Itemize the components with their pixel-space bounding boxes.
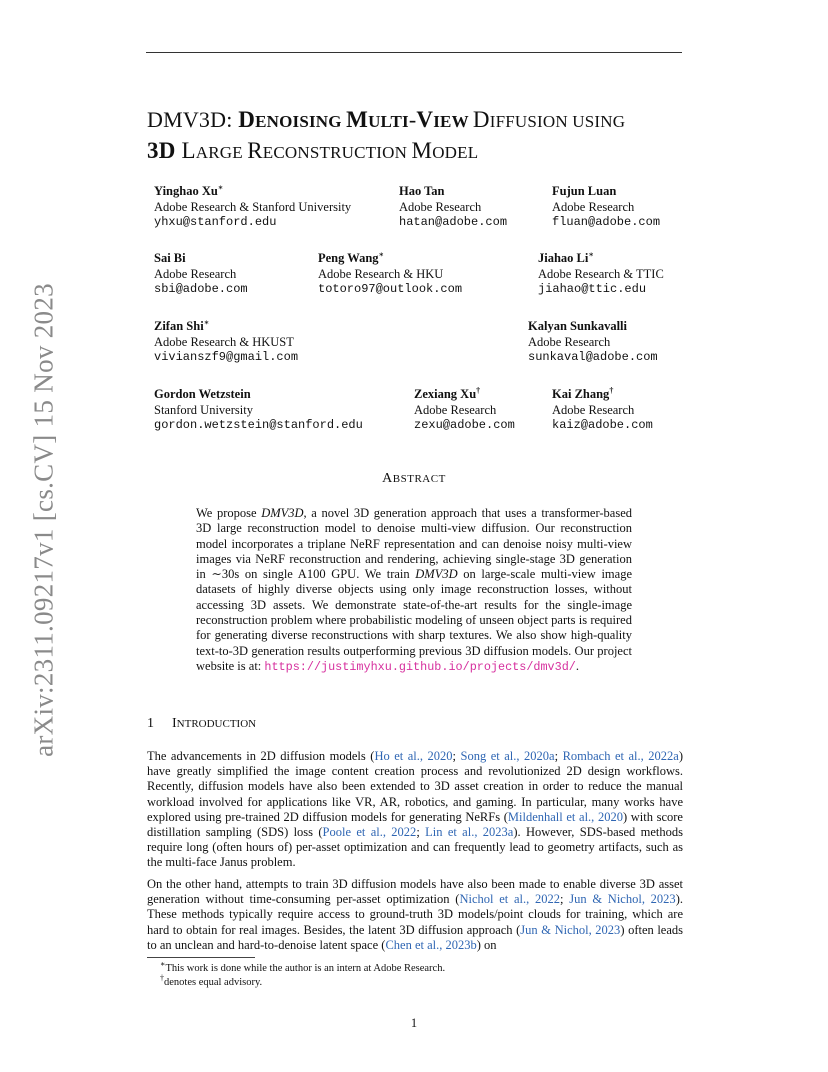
citation-link[interactable]: Mildenhall et al., 2020 — [507, 809, 623, 824]
title-line-2: 3D LARGE RECONSTRUCTION MODEL — [147, 138, 479, 163]
abstract-body: We propose DMV3D, a novel 3D generation approach that uses a transformer-based 3D large reconstruction model to denoise multi-view diffusion. Our reconstruction model incorporates a triplane NeRF representation and can denoise noisy multi-view images via NeRF reconstruction and rendering, achieving single-stage 3D generation in ∼30s on single A100 GPU. We train DMV3D on large-scale multi-view image datasets of highly diverse objects using only image reconstruction losses, without accessing 3D assets. We demonstrate state-of-the-art results for the single-image reconstruction problem where probabilistic modeling of unseen object parts is required for generating diverse reconstructions with sharp textures. We also show high-quality text-to-3D generation results outperforming previous 3D diffusion models. Our project website is at: https://justimyhxu.github.io/projects/dmv3d/. — [196, 506, 633, 674]
author-block: Jiahao Li∗ Adobe Research & TTIC jiahao@ttic.edu — [538, 249, 664, 296]
author-email: sunkaval@adobe.com — [528, 350, 658, 364]
author-block: Sai Bi Adobe Research sbi@adobe.com — [154, 251, 248, 296]
arxiv-identifier: arXiv:2311.09217v1 [cs.CV] 15 Nov 2023 — [28, 283, 59, 757]
author-block: Zifan Shi∗ Adobe Research & HKUST vivianszf9@gmail.com — [154, 317, 299, 364]
citation-link[interactable]: Song et al., 2020a — [460, 749, 555, 763]
author-email: yhxu@stanford.edu — [154, 215, 277, 229]
author-email: totoro97@outlook.com — [318, 282, 463, 296]
author-block: Hao Tan Adobe Research hatan@adobe.com — [399, 184, 508, 229]
footnote-rule — [147, 957, 255, 958]
page-number: 1 — [410, 1016, 418, 1030]
paper-title — [147, 105, 707, 167]
author-block: Gordon Wetzstein Stanford University gordon.wetzstein@stanford.edu — [154, 387, 363, 432]
project-website-link[interactable]: https://justimyhxu.github.io/projects/dmv3d/ — [264, 659, 576, 674]
author-block: Kalyan Sunkavalli Adobe Research sunkaval@adobe.com — [528, 319, 658, 364]
author-email: gordon.wetzstein@stanford.edu — [154, 418, 363, 432]
citation-link[interactable]: Jun & Nichol, 2023 — [520, 922, 621, 937]
citation-link[interactable]: Chen et al., 2023b — [385, 937, 477, 952]
author-email: hatan@adobe.com — [399, 215, 508, 229]
author-email: jiahao@ttic.edu — [538, 282, 647, 296]
author-block: Yinghao Xu∗ Adobe Research & Stanford University yhxu@stanford.edu — [154, 182, 352, 229]
footnote: †denotes equal advisory. — [160, 973, 263, 988]
author-block: Kai Zhang† Adobe Research kaiz@adobe.com — [552, 385, 653, 432]
citation-link[interactable]: Ho et al., 2020 — [374, 749, 453, 763]
author-email: kaiz@adobe.com — [552, 418, 653, 432]
title-line-1: DMV3D: DENOISING MULTI-VIEW DIFFUSION USING — [147, 107, 626, 132]
author-email: fluan@adobe.com — [552, 215, 661, 229]
footnote: ∗This work is done while the author is an intern at Adobe Research. — [160, 959, 446, 974]
citation-link[interactable]: Jun & Nichol, 2023 — [569, 892, 676, 907]
citation-link[interactable]: Nichol et al., 2022 — [459, 892, 560, 907]
citation-link[interactable]: Rombach et al., 2022a — [562, 749, 679, 763]
author-email: vivianszf9@gmail.com — [154, 350, 299, 364]
section-heading: 1 INTRODUCTION — [147, 716, 257, 731]
author-block: Zexiang Xu† Adobe Research zexu@adobe.com — [414, 385, 515, 432]
author-email: sbi@adobe.com — [154, 282, 248, 296]
author-block: Fujun Luan Adobe Research fluan@adobe.com — [552, 184, 661, 229]
citation-link[interactable]: Poole et al., 2022 — [322, 825, 417, 840]
author-block: Peng Wang∗ Adobe Research & HKU totoro97@outlook.com — [318, 249, 463, 296]
intro-paragraph-2: On the other hand, attempts to train 3D diffusion models have also been made to enable diverse 3D asset generation without time-consuming per-asset optimization (Nichol et al., 2022; Jun & Nichol, 2023). These methods typically require access to ground-truth 3D models/point clouds for training, which are hard to obtain for real images. Besides, the latent 3D diffusion approach (Jun & Nichol, 2023) often leads to an unclean and hard-to-denoise latent space (Chen et al., 2023b) on — [147, 877, 684, 952]
citation-link[interactable]: Lin et al., 2023a — [425, 825, 514, 840]
abstract-heading: ABSTRACT — [382, 471, 446, 486]
intro-paragraph-1: The advancements in 2D diffusion models (Ho et al., 2020; Song et al., 2020a; Rombach et al., 2022a) have greatly simplified the image content creation process and revolutionized 2D design workflows. Recently, diffusion models have also been extended to 3D asset creation in order to reduce the manual workload involved for applications like VR, AR, robotics, and gaming. In particular, many works have explored using pre-trained 2D diffusion models for generating NeRFs (Mildenhall et al., 2020) with score distillation sampling (SDS) loss (Poole et al., 2022; Lin et al., 2023a). However, SDS-based methods require long (often hours of) per-asset optimization and can frequently lead to geometry artifacts, such as the multi-face Janus problem. — [147, 749, 683, 870]
author-email: zexu@adobe.com — [414, 418, 515, 432]
header-rule — [146, 52, 682, 53]
